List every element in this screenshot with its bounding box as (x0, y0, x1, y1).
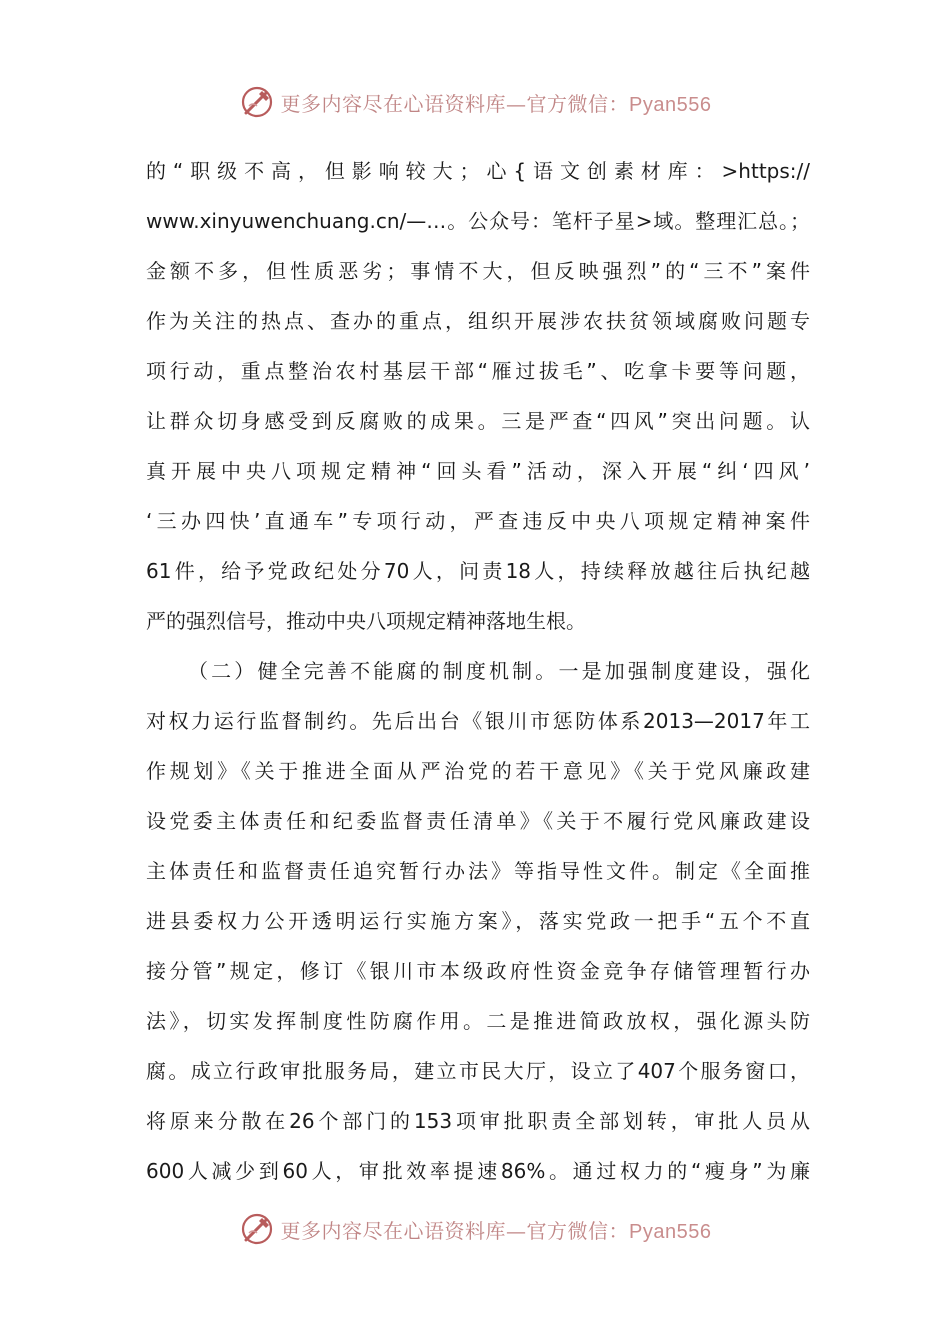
wechat-id: Pyan556 (629, 93, 712, 116)
text-line: 法》，切实发挥制度性防腐作用。二是推进简政放权，强化源头防 (146, 1009, 810, 1033)
text-line: 对权力运行监督制约。先后出台《银川市惩防体系2013—2017年工 (146, 709, 810, 733)
text-line: 严的强烈信号，推动中央八项规定精神落地生根。 (146, 609, 586, 633)
text-line: 进县委权力公开透明运行实施方案》，落实党政一把手“五个不直 (146, 909, 810, 933)
watermark-text: 更多内容尽在心语资料库—官方微信：Pyan556 (280, 1218, 712, 1243)
text-line: 600人减少到60人，审批效率提速86%。通过权力的“瘦身”为廉 (146, 1159, 810, 1183)
text-line: 的“职级不高，但影响较大；心{语文创素材库：>https:// (146, 159, 810, 183)
text-line: 金额不多，但性质恶劣；事情不大，但反映强烈”的“三不”案件 (146, 259, 810, 283)
text-line: （二）健全完善不能腐的制度机制。一是加强制度建设，强化 (188, 659, 810, 683)
text-line: 61件，给予党政纪处分70人，问责18人，持续释放越往后执纪越 (146, 559, 810, 583)
text-line: 项行动，重点整治农村基层干部“雁过拔毛”、吃拿卡要等问题， (146, 359, 810, 383)
wechat-id: Pyan556 (629, 1220, 712, 1243)
text-line: www.xinyuwenchuang.cn/—…。公众号：笔杆子星>域。整理汇总。； (146, 209, 810, 233)
document-body (146, 146, 810, 1196)
text-line: 作规划》《关于推进全面从严治党的若干意见》《关于党风廉政建 (146, 759, 810, 783)
watermark-footer (0, 1207, 950, 1251)
pen-logo-icon (239, 84, 275, 120)
watermark-text: 更多内容尽在心语资料库—官方微信：Pyan556 (280, 91, 712, 116)
pen-logo-icon (239, 1211, 275, 1247)
text-line: 真开展中央八项规定精神“回头看”活动，深入开展“纠‘四风’ (146, 459, 810, 483)
watermark-header (0, 80, 950, 124)
text-line: 让群众切身感受到反腐败的成果。三是严查“四风”突出问题。认 (146, 409, 810, 433)
text-line: 将原来分散在26个部门的153项审批职责全部划转，审批人员从 (146, 1109, 810, 1133)
text-line: 腐。成立行政审批服务局，建立市民大厅，设立了407个服务窗口， (146, 1059, 810, 1083)
text-line: 接分管”规定，修订《银川市本级政府性资金竞争存储管理暂行办 (146, 959, 810, 983)
text-line: 设党委主体责任和纪委监督责任清单》《关于不履行党风廉政建设 (146, 809, 810, 833)
text-line: 作为关注的热点、查办的重点，组织开展涉农扶贫领域腐败问题专 (146, 309, 810, 333)
text-line: 主体责任和监督责任追究暂行办法》等指导性文件。制定《全面推 (146, 859, 810, 883)
text-line: ‘三办四快’直通车”专项行动，严查违反中央八项规定精神案件 (146, 509, 810, 533)
